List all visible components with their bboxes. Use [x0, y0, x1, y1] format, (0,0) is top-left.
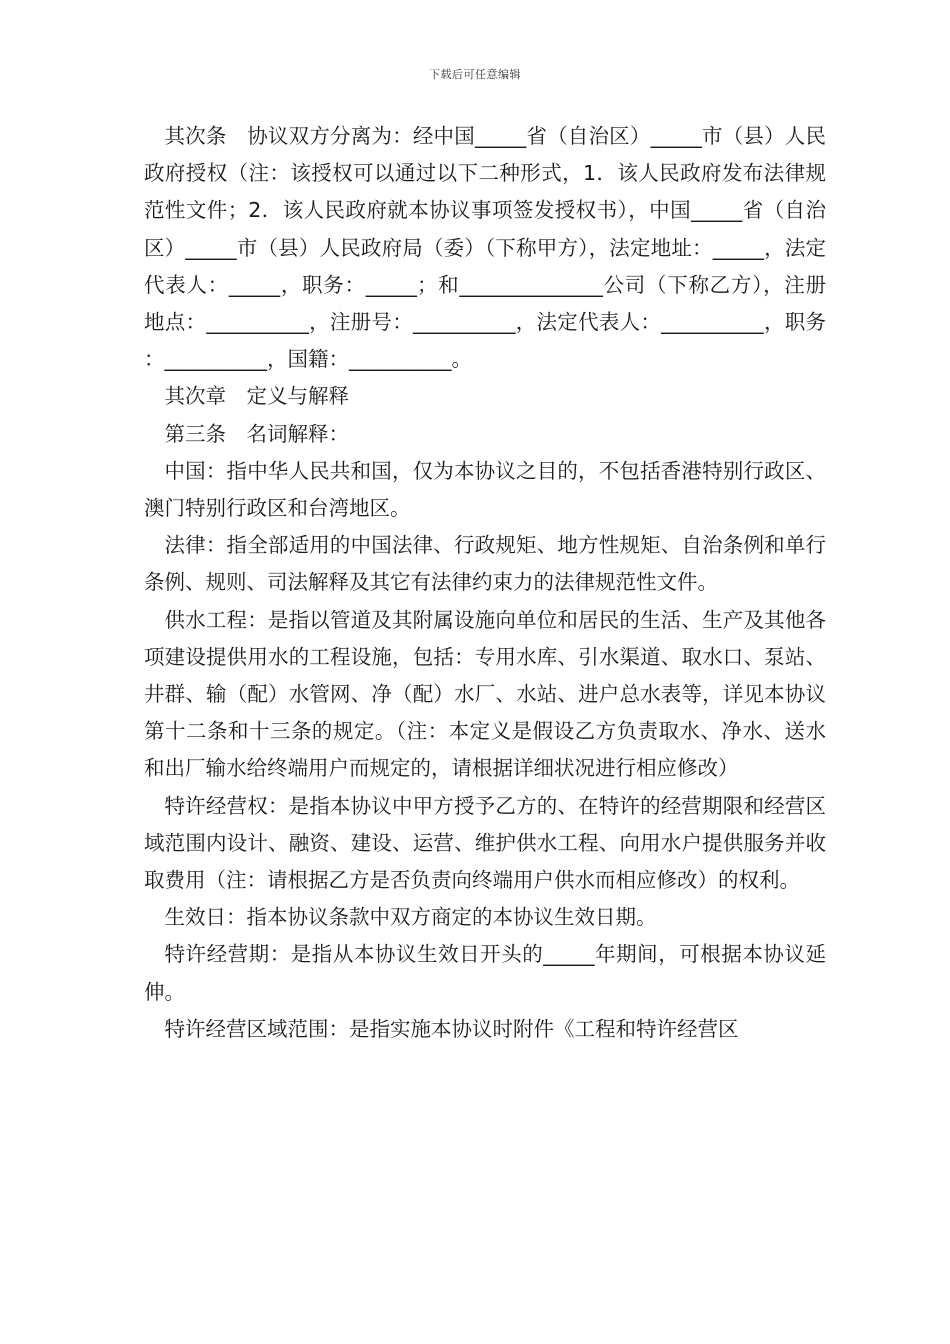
chapter-2-heading: 其次章 定义与解释	[164, 384, 349, 409]
definition-franchise-area: 特许经营区域范围：是指实施本协议时附件《工程和特许经营区	[164, 1016, 739, 1041]
definition-water-project: 供水工程：是指以管道及其附属设施向单位和居民的生活、生产及其他各项建设提供用水的工程设施，包括：专用水库、引水渠道、取水口、泵站、井群、输（配）水管网、净（配）水厂、水站、进户总水表等，详见本协议第十二条和十三条的规定。（注：本定义是假设乙方负责取水、净水、送水和出厂输水给终端用户而规定的，请根据详细状况进行相应修改）	[144, 607, 826, 781]
definition-franchise-right: 特许经营权：是指本协议中甲方授予乙方的、在特许的经营期限和经营区域范围内设计、融资、建设、运营、维护供水工程、向用水户提供服务并收取费用（注：请根据乙方是否负责向终端用户供水而相应修改）的权利。	[144, 793, 826, 893]
page-header: 下载后可任意编辑	[429, 68, 521, 81]
definition-law: 法律：指全部适用的中国法律、行政规矩、地方性规矩、自治条例和单行条例、规则、司法解释及其它有法律约束力的法律规范性文件。	[144, 533, 826, 595]
definition-china: 中国：指中华人民共和国，仅为本协议之目的，不包括香港特别行政区、澳门特别行政区和台湾地区。	[144, 458, 826, 521]
definition-franchise-period: 特许经营期：是指从本协议生效日开头的_____年期间，可根据本协议延伸。	[144, 942, 826, 1004]
article-3-heading: 第三条 名词解释：	[164, 421, 349, 446]
definition-effective-date: 生效日：指本协议条款中双方商定的本协议生效日期。	[164, 905, 657, 930]
document-body	[144, 118, 826, 1048]
article-2-parties: 其次条 协议双方分离为：经中国_____省（自治区）_____市（县）人民政府授权（注：该授权可以通过以下二种形式，1．该人民政府发布法律规范性文件；2．该人民政府就本协议事项签发授权书），中国_____省（自治区）_____市（县）人民政府局（委）（下称甲方），法定地址：_____，法定代表人：_____，职务：_____；和______________公司（下称乙方），注册地点：__________，注册号：__________，法定代表人：__________，职务：__________，国籍：__________。	[144, 124, 826, 372]
